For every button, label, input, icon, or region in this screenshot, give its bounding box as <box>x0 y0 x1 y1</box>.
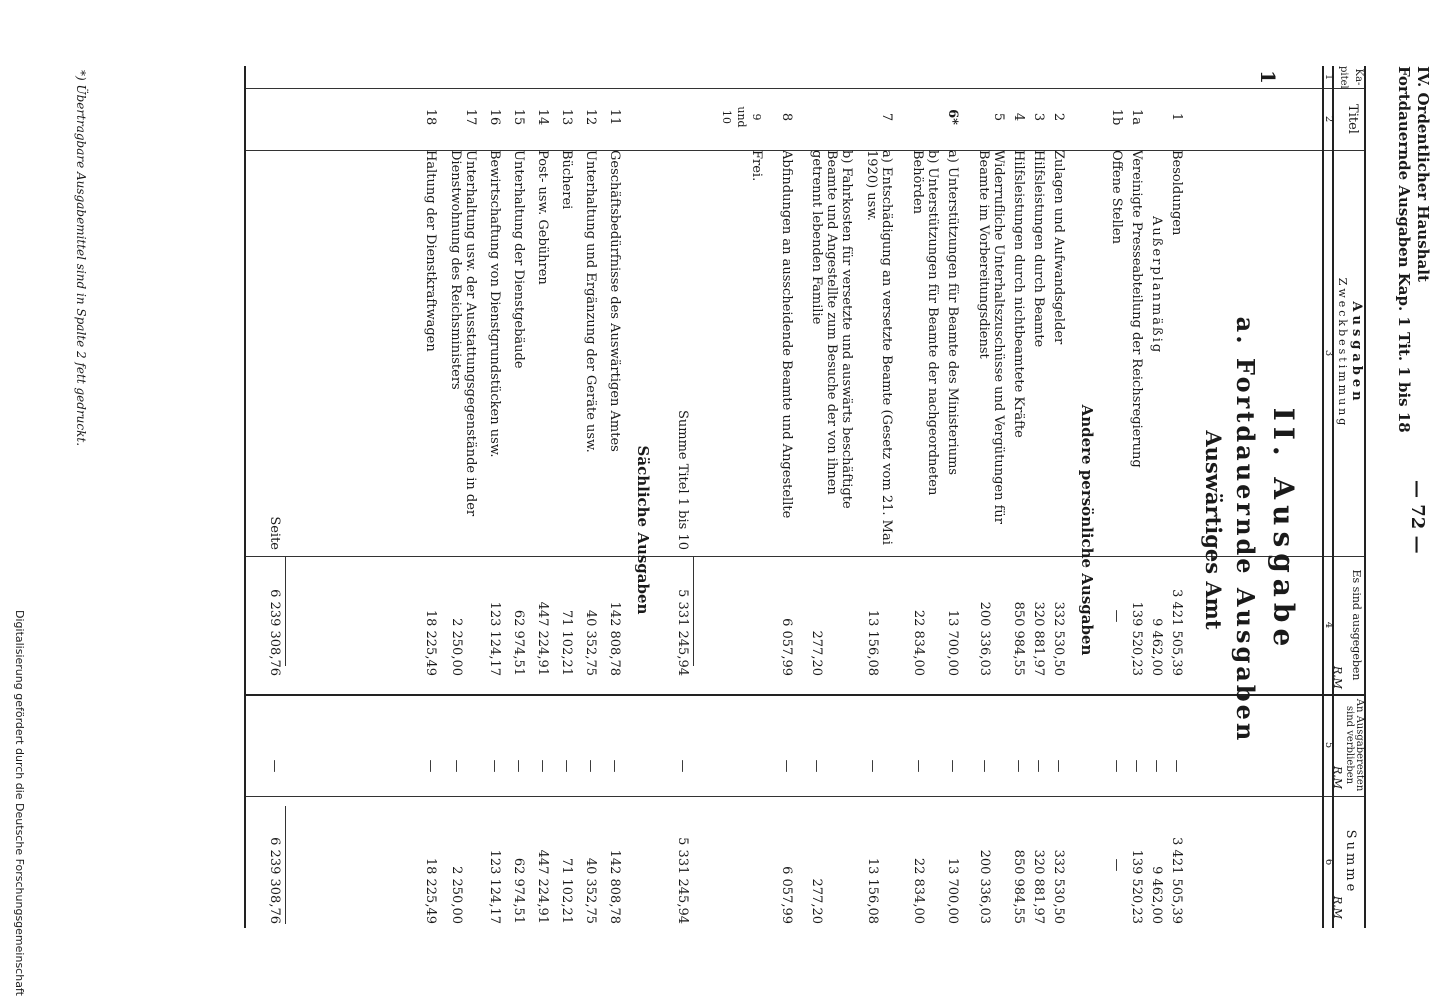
row-c4: 13 700,00 <box>945 609 960 676</box>
page-header <box>1394 66 1432 433</box>
row-title-no: 18 <box>423 108 438 126</box>
col3-num: 3 <box>1323 349 1334 357</box>
col4-unit: R.M <box>1331 666 1344 690</box>
row-title-no: 11 <box>607 108 622 126</box>
row-desc: Offene Stellen <box>1109 150 1124 244</box>
row-c6: 13 700,00 <box>945 857 960 924</box>
row-title-no: 7 <box>879 112 894 122</box>
row-c6: 9 462,00 <box>1149 866 1164 924</box>
subtotal-c4: 5 331 245,94 <box>675 589 690 676</box>
row-c4: 6 057,99 <box>779 618 794 676</box>
row-c6: 142 808,78 <box>607 849 622 924</box>
row-c4: 62 974,51 <box>511 609 526 676</box>
row-c5: — <box>865 759 880 773</box>
row-title-no: 16 <box>487 108 502 126</box>
row-title-no: 14 <box>535 108 550 126</box>
row-desc: Frei. <box>749 150 764 182</box>
row-desc: Vereinigte Presseabteilung der Reichsregierung <box>1129 150 1144 468</box>
row-title-no: 3 <box>1031 112 1046 122</box>
row-title-no: 8 <box>779 112 794 122</box>
col-divider <box>244 150 1364 151</box>
row-desc: Haltung der Dienstkraftwagen <box>423 150 438 352</box>
row-c5: — <box>945 759 960 773</box>
row-c5: — <box>1169 759 1184 773</box>
row-c5: — <box>809 759 824 773</box>
row-c4: 332 530,50 <box>1051 601 1066 676</box>
col6-label: Summe <box>1343 829 1358 895</box>
col6-num: 6 <box>1323 858 1334 866</box>
row-c5: — <box>1109 759 1124 773</box>
row-c4: 142 808,78 <box>607 601 622 676</box>
row-c5: — <box>779 759 794 773</box>
row-c6: 139 520,23 <box>1129 849 1144 924</box>
row-c4: 22 834,00 <box>911 609 926 676</box>
row-title-no: 15 <box>511 108 526 126</box>
row-c5: — <box>1149 759 1164 773</box>
row-c4: 320 881,97 <box>1031 601 1046 676</box>
row-desc: Bewirtschaftung von Dienstgrundstücken usw. <box>487 150 502 458</box>
row-c6: 6 057,99 <box>779 866 794 924</box>
row-desc: a) Entschädigung an versetzte Beamte (Gesetz vom 21. Mai 1920) usw. <box>864 150 894 545</box>
row-title-no: 2 <box>1051 112 1066 122</box>
col1-label: Ka-pitel <box>1338 66 1364 89</box>
subtotal-label: Summe Titel 1 bis 10 <box>675 409 690 550</box>
row-c4: — <box>1109 609 1124 623</box>
col1-num: 1 <box>1323 73 1334 81</box>
row-c6: 277,20 <box>809 878 824 924</box>
row-c4: 2 250,00 <box>449 618 464 676</box>
row-c6: 332 530,50 <box>1051 849 1066 924</box>
row-c5: — <box>977 759 992 773</box>
row-title-no: 17 <box>463 108 478 126</box>
row-c4: 13 156,08 <box>865 609 880 676</box>
row-c6: 320 881,97 <box>1031 849 1046 924</box>
kapitel-number: 1 <box>1256 70 1280 84</box>
header-section: IV. Ordentlicher Haushalt <box>1414 66 1432 282</box>
row-c5: — <box>911 759 926 773</box>
row-c4: 200 336,03 <box>977 601 992 676</box>
row-c6: 71 102,21 <box>559 857 574 924</box>
col5-unit: R.M <box>1331 766 1344 790</box>
office-title: Auswärtiges Amt <box>1201 430 1226 630</box>
page-number: — 72 — <box>1407 480 1428 554</box>
table-frame <box>246 66 1366 928</box>
row-c4: 123 124,17 <box>487 601 502 676</box>
col-divider <box>244 88 1364 89</box>
subtotal-c6: 5 331 245,94 <box>675 837 690 924</box>
row-c5: — <box>1011 759 1026 773</box>
sub-title: a. Fortdauernde Ausgaben <box>1231 316 1260 744</box>
row-c6: 3 421 505,39 <box>1169 837 1184 924</box>
row-c5: — <box>487 759 502 773</box>
row-desc: Abfindungen an ausscheidende Beamte und Angestellte <box>779 150 794 519</box>
row-desc: a) Unterstützungen für Beamte des Ministeriums <box>945 150 960 476</box>
header-subsection: Fortdauernde Ausgaben Kap. 1 Tit. 1 bis 18 <box>1395 66 1413 433</box>
row-title-no: 4 <box>1011 112 1026 122</box>
table-bottom <box>244 66 246 928</box>
row-c5: — <box>559 759 574 773</box>
row-desc: Bücherei <box>559 150 574 210</box>
row-c4: 9 462,00 <box>1149 618 1164 676</box>
row-desc: Außerplanmäßig <box>1149 216 1164 355</box>
section-heading: Sächliche Ausgaben <box>634 445 652 615</box>
row-c6: 22 834,00 <box>911 857 926 924</box>
row-title-no: 13 <box>559 108 574 126</box>
col2-label: Titel <box>1345 104 1360 134</box>
row-title-no: 1b <box>1109 108 1124 126</box>
row-c4: 18 225,49 <box>423 609 438 676</box>
page-total-c4: 6 239 308,76 <box>267 589 282 676</box>
col4-num: 4 <box>1323 621 1334 629</box>
row-c4: 139 520,23 <box>1129 601 1144 676</box>
subtotal-c5: — <box>675 759 690 773</box>
col5-num: 5 <box>1323 741 1334 749</box>
sum-line <box>285 806 286 924</box>
col2-num: 2 <box>1323 115 1334 123</box>
col-divider <box>244 694 1364 696</box>
row-desc: Hilfsleistungen durch nichtbeamtete Kräfte <box>1011 150 1026 438</box>
row-c5: — <box>423 759 438 773</box>
digitization-note: Digitalisierung gefördert durch die Deutsche Forschungsgemeinschaft <box>13 610 26 996</box>
col4-label: Es sind ausgegeben <box>1350 569 1363 681</box>
row-c4: 277,20 <box>809 630 824 676</box>
section-heading: Andere persönliche Ausgaben <box>1078 404 1096 656</box>
row-c5: — <box>1031 759 1046 773</box>
row-desc: b) Unterstützungen für Beamte der nachgeordneten Behörden <box>910 150 940 496</box>
row-c6: 18 225,49 <box>423 857 438 924</box>
row-c6: 850 984,55 <box>1011 849 1026 924</box>
row-title-no: 5 <box>991 112 1006 122</box>
col3-sub: Zweckbestimmung <box>1336 277 1349 429</box>
row-c6: 2 250,00 <box>449 866 464 924</box>
row-c5: — <box>583 759 598 773</box>
row-desc: Unterhaltung der Dienstgebäude <box>511 150 526 369</box>
row-c5: — <box>511 759 526 773</box>
row-desc: Unterhaltung usw. der Ausstattungsgegenstände in der Dienstwohnung des Reichsministers <box>448 150 478 517</box>
row-c5: — <box>607 759 622 773</box>
row-c5: — <box>535 759 550 773</box>
row-desc: b) Fahrkosten für versetzte und auswärts beschäftigte Beamte und Angestellte zum Besuche der von ihnen getrennt lebenden Familie <box>809 150 854 509</box>
row-c4: 447 224,91 <box>535 601 550 676</box>
row-c6: 62 974,51 <box>511 857 526 924</box>
row-desc: Geschäftsbedürfnisse des Auswärtigen Amtes <box>607 150 622 452</box>
col-divider <box>244 556 1364 557</box>
page-total-label: Seite <box>267 516 282 550</box>
row-desc: Besoldungen <box>1169 150 1184 236</box>
row-c6: 40 352,75 <box>583 857 598 924</box>
col3-label: Ausgaben <box>1349 301 1364 405</box>
footnote: *) Übertragbare Ausgabemittel sind in Spalte 2 fett gedruckt. <box>74 70 88 447</box>
sum-line <box>693 556 694 666</box>
row-c4: 71 102,21 <box>559 609 574 676</box>
row-c6: 200 336,03 <box>977 849 992 924</box>
row-desc: Hilfsleistungen durch Beamte <box>1031 150 1046 348</box>
row-desc: Post- usw. Gebühren <box>535 150 550 285</box>
row-c4: 3 421 505,39 <box>1169 589 1184 676</box>
row-c6: 447 224,91 <box>535 849 550 924</box>
row-desc: Unterhaltung und Ergänzung der Geräte usw. <box>583 150 598 453</box>
row-desc: Widerrufliche Unterhaltszuschüsse und Vergütungen für Beamte im Vorbereitungsdienst <box>976 150 1006 525</box>
row-desc: Zulagen und Aufwandsgelder <box>1051 150 1066 345</box>
row-title-no: 6* <box>945 109 960 125</box>
row-c6: 13 156,08 <box>865 857 880 924</box>
col5-label: An Ausgaberesten sind verblieben <box>1344 698 1365 792</box>
row-c4: 40 352,75 <box>583 609 598 676</box>
row-title-no: 12 <box>583 108 598 126</box>
page-total-c5: — <box>267 759 282 773</box>
row-c6: — <box>1109 858 1124 872</box>
row-c6: 123 124,17 <box>487 849 502 924</box>
row-c5: — <box>1051 759 1066 773</box>
col6-unit: R.M <box>1331 896 1344 920</box>
row-c4: 850 984,55 <box>1011 601 1026 676</box>
row-c5: — <box>1129 759 1144 773</box>
page-total-c6: 6 239 308,76 <box>267 837 282 924</box>
row-title-no: 9 und 10 <box>720 106 763 128</box>
main-title: II. Ausgabe <box>1267 407 1300 653</box>
sum-line <box>285 556 286 666</box>
col-divider <box>244 796 1364 797</box>
row-title-no: 1a <box>1129 108 1144 126</box>
row-title-no: 1 <box>1169 112 1184 122</box>
row-c5: — <box>449 759 464 773</box>
